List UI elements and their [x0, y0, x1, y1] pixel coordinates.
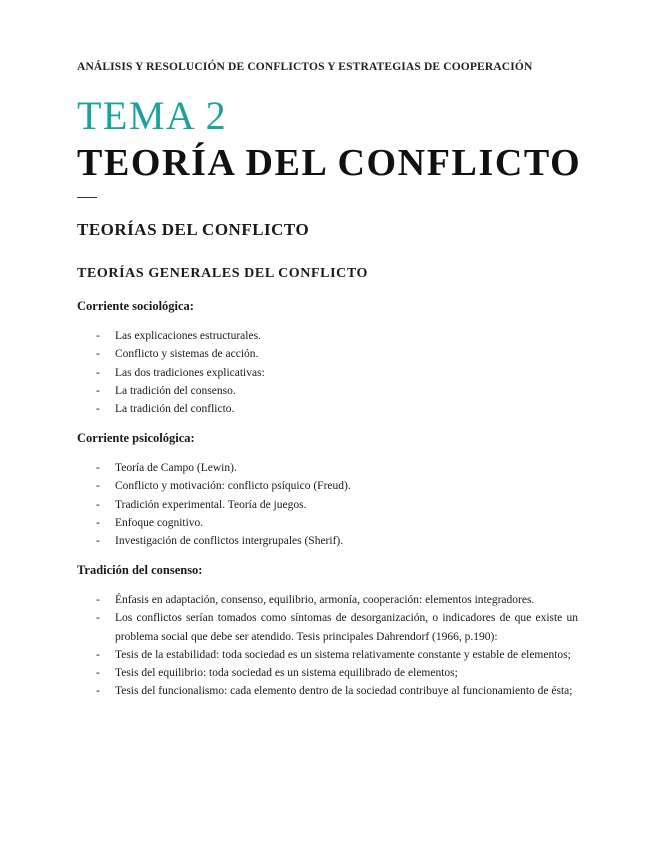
course-subject: ANÁLISIS Y RESOLUCIÓN DE CONFLICTOS Y ESTRATEGIAS DE COOPERACIÓN — [77, 61, 533, 73]
title-divider — [77, 197, 97, 198]
section-heading: TEORÍAS DEL CONFLICTO — [77, 220, 310, 239]
group-label-consenso: Tradición del consenso: — [77, 563, 203, 577]
bullet-dash: - — [96, 667, 100, 680]
bullet-dash: - — [96, 685, 100, 698]
list-item: - Teoría de Campo (Lewin). — [77, 459, 578, 477]
list-item: - Enfoque cognitivo. — [77, 514, 578, 532]
list-item: - Las dos tradiciones explicativas: — [77, 364, 578, 382]
bullet-dash: - — [96, 535, 100, 548]
group-label-psicologica: Corriente psicológica: — [77, 431, 195, 445]
list-psicologica — [77, 459, 578, 550]
bullet-dash: - — [96, 516, 100, 529]
group-label-sociologica: Corriente sociológica: — [77, 299, 194, 313]
list-item: - Énfasis en adaptación, consenso, equilibrio, armonía, cooperación: elementos integradores. — [77, 591, 578, 609]
list-sociologica — [77, 327, 578, 418]
list-item: - La tradición del consenso. — [77, 382, 578, 400]
list-item: - Los conflictos serían tomados como síntomas de desorganización, o indicadores de que existe un problema social que debe ser atendido. Tesis principales Dahrendorf (1966, p.190): — [77, 609, 578, 646]
subsection-heading: TEORÍAS GENERALES DEL CONFLICTO — [77, 266, 369, 281]
list-item: - Conflicto y motivación: conflicto psíquico (Freud). — [77, 477, 578, 495]
bullet-dash: - — [96, 348, 100, 361]
bullet-dash: - — [96, 594, 100, 606]
bullet-dash: - — [96, 612, 100, 625]
bullet-dash: - — [96, 462, 100, 474]
bullet-dash: - — [96, 366, 100, 379]
list-item: - Conflicto y sistemas de acción. — [77, 345, 578, 363]
list-item: - Investigación de conflictos intergrupales (Sherif). — [77, 532, 578, 550]
list-item: - La tradición del conflicto. — [77, 400, 578, 418]
bullet-dash: - — [96, 403, 100, 416]
list-item: - Tesis del funcionalismo: cada elemento dentro de la sociedad contribuye al funcionamiento de ésta; — [77, 682, 578, 700]
bullet-dash: - — [96, 384, 100, 397]
bullet-dash: - — [96, 330, 100, 342]
list-item: - Tesis del equilibrio: toda sociedad es un sistema equilibrado de elementos; — [77, 664, 578, 682]
list-item: - Tradición experimental. Teoría de juegos. — [77, 496, 578, 514]
list-consenso — [77, 591, 578, 701]
bullet-dash: - — [96, 648, 100, 661]
list-item: - Tesis de la estabilidad: toda sociedad es un sistema relativamente constante y estable de elementos; — [77, 646, 578, 664]
list-item: - Las explicaciones estructurales. — [77, 327, 578, 345]
page-title: TEORÍA DEL CONFLICTO — [77, 142, 582, 184]
bullet-dash: - — [96, 498, 100, 511]
topic-number: TEMA 2 — [77, 93, 228, 138]
bullet-dash: - — [96, 480, 100, 493]
